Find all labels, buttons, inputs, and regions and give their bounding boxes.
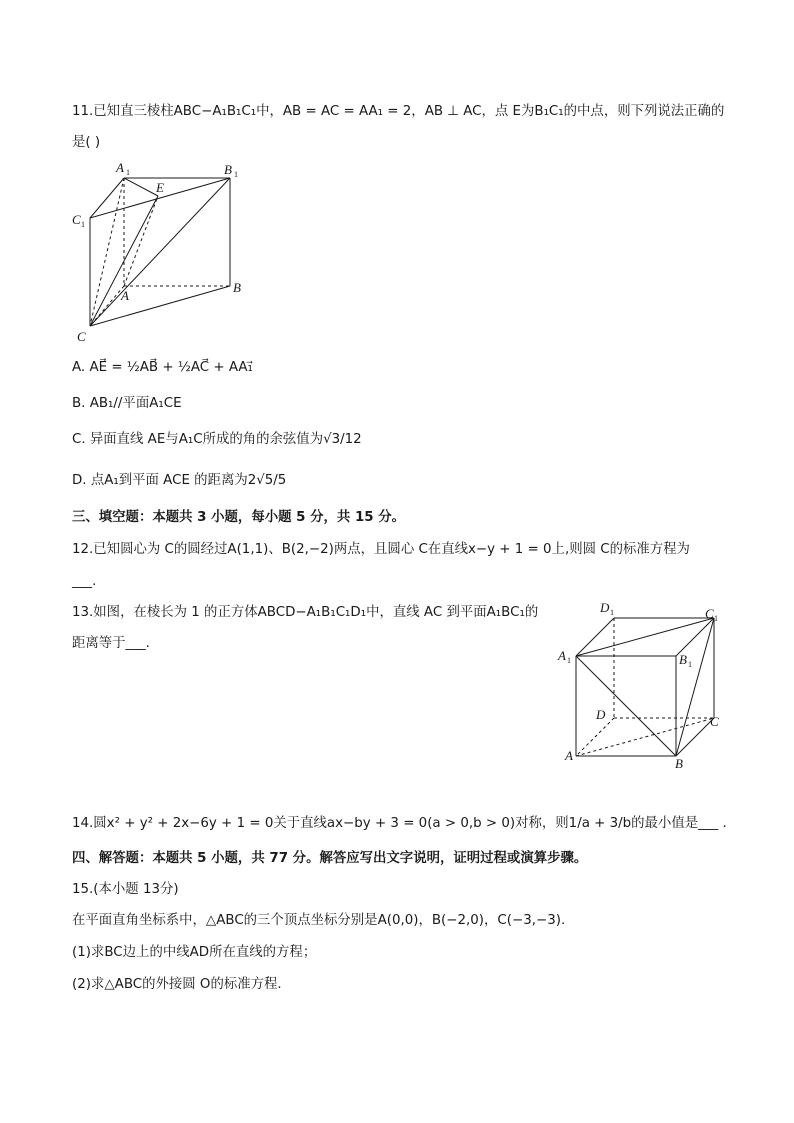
label-B1: B xyxy=(224,162,232,177)
label-C1: C xyxy=(72,212,81,227)
q11-stem-line2: 是( ) xyxy=(72,135,101,150)
q12-line2: ___. xyxy=(72,574,97,589)
label-C: C xyxy=(710,714,719,729)
q11-option-d: D. 点A₁到平面 ACE 的距离为2√5/5 xyxy=(72,473,287,488)
q15-line1: 在平面直角坐标系中，△ABC的三个顶点坐标分别是A(0,0)，B(−2,0)，C(−3,−3). xyxy=(72,913,566,928)
label-D1-sub: 1 xyxy=(610,608,614,617)
q15-part1: (1)求BC边上的中线AD所在直线的方程； xyxy=(72,945,317,960)
label-A1: A xyxy=(116,160,124,175)
label-B: B xyxy=(233,280,241,295)
q13-line2: 距离等于___. xyxy=(72,636,150,651)
q11-prism-figure xyxy=(70,158,260,348)
label-B1-sub: 1 xyxy=(234,170,238,179)
q13-line1: 13.如图，在棱长为 1 的正方体ABCD−A₁B₁C₁D₁中，直线 AC 到平面A₁BC₁的 xyxy=(72,605,539,620)
q14-text: 14.圆x² + y² + 2x−6y + 1 = 0关于直线ax−by + 3 = 0(a > 0,b > 0)对称，则1/a + 3/b的最小值是___ . xyxy=(72,816,727,831)
label-C1-sub: 1 xyxy=(81,220,85,229)
label-A: A xyxy=(565,748,573,763)
q12-line1: 12.已知圆心为 C的圆经过A(1,1)、B(2,−2)两点，且圆心 C在直线x−y + 1 = 0上,则圆 C的标准方程为 xyxy=(72,542,690,557)
label-B1: B xyxy=(679,652,687,667)
label-C1-sub: 1 xyxy=(714,614,718,623)
q11-stem-line1: 11.已知直三棱柱ABC−A₁B₁C₁中，AB = AC = AA₁ = 2，AB ⊥ AC，点 E为B₁C₁的中点，则下列说法正确的 xyxy=(72,104,725,119)
label-A1-sub: 1 xyxy=(126,168,130,177)
label-D: D xyxy=(596,707,606,722)
q11-option-b: B. AB₁//平面A₁CE xyxy=(72,396,182,411)
label-A: A xyxy=(121,288,129,303)
label-E: E xyxy=(156,180,164,195)
label-B1-sub: 1 xyxy=(688,660,692,669)
q15-part2: (2)求△ABC的外接圆 O的标准方程. xyxy=(72,977,282,992)
label-D1: D xyxy=(600,600,610,615)
label-C: C xyxy=(77,329,86,344)
q11-option-a: A. AE⃗ = ½AB⃗ + ½AC⃗ + AA₁⃗ xyxy=(72,360,253,375)
label-C1: C xyxy=(705,606,714,621)
section-3-heading: 三、填空题：本题共 3 小题，每小题 5 分，共 15 分。 xyxy=(72,510,406,525)
q11-option-c: C. 异面直线 AE与A₁C所成的角的余弦值为√3/12 xyxy=(72,432,362,447)
label-A1: A xyxy=(558,648,566,663)
q15-header: 15.(本小题 13分) xyxy=(72,882,179,897)
label-A1-sub: 1 xyxy=(567,656,571,665)
section-4-heading: 四、解答题：本题共 5 小题，共 77 分。解答应写出文字说明，证明过程或演算步骤。 xyxy=(72,851,588,866)
label-B: B xyxy=(675,756,683,770)
q13-cube-figure xyxy=(556,598,726,770)
